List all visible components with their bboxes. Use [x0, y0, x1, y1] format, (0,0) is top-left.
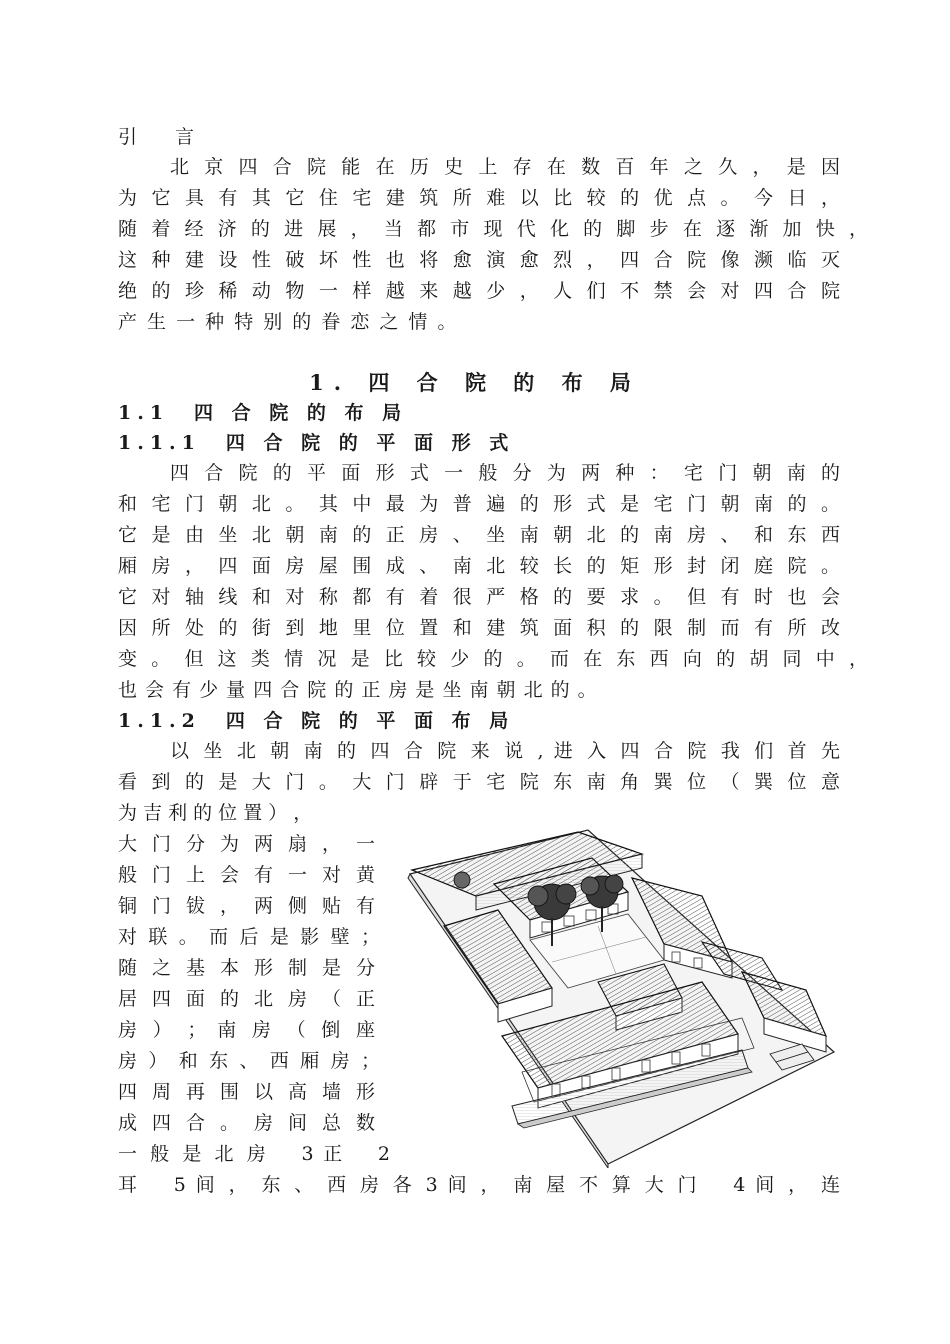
para-1-1-1-line-5: 它 对 轴 线 和 对 称 都 有 着 很 严 格 的 要 求 。 但 有 时 也 会 [118, 586, 840, 608]
narrow-line-6: 居 四 面 的 北 房 （ 正 [118, 988, 375, 1010]
intro-line-5: 绝 的 珍 稀 动 物 一 样 越 来 越 少 ， 人 们 不 禁 会 对 四 合 院 [118, 280, 840, 302]
intro-heading: 引 言 [118, 126, 195, 148]
para-1-1-2-line-3: 为 吉 利 的 位 置 ） ， [118, 802, 313, 824]
para-1-1-1-line-2: 和 宅 门 朝 北 。 其 中 最 为 普 遍 的 形 式 是 宅 门 朝 南 的 。 [118, 493, 840, 515]
narrow-line-9: 四 周 再 围 以 高 墙 形 [118, 1081, 375, 1103]
para-1-1-1-line-7: 变 。 但 这 类 情 况 是 比 较 少 的 。 而 在 东 西 向 的 胡 同 中 ， [118, 648, 868, 670]
narrow-line-4: 对 联 。 而 后 是 影 壁 ； [118, 926, 380, 948]
section-1-1-2-heading: 1.1.2 四 合 院 的 平 面 布 局 [118, 710, 515, 732]
siheyuan-illustration [402, 822, 842, 1168]
narrow-line-11: 一 般 是 北 房 3 正 2 [118, 1143, 390, 1165]
para-1-1-1-line-6: 因 所 处 的 街 到 地 里 位 置 和 建 筑 面 积 的 限 制 而 有 所 改 [118, 617, 840, 639]
narrow-line-2: 般 门 上 会 有 一 对 黄 [118, 864, 375, 886]
narrow-line-7: 房 ） ； 南 房 （ 倒 座 [118, 1019, 375, 1041]
para-1-1-2-line-1: 以 坐 北 朝 南 的 四 合 院 来 说 , 进 入 四 合 院 我 们 首 先 [170, 740, 840, 762]
intro-line-2: 为 它 具 有 其 它 住 宅 建 筑 所 难 以 比 较 的 优 点 。 今 日 ， [118, 187, 840, 209]
narrow-line-3: 铜 门 钹 ， 两 侧 贴 有 [118, 895, 375, 917]
intro-line-6: 产 生 一 种 特 别 的 眷 恋 之 情 。 [118, 311, 459, 333]
narrow-line-5: 随 之 基 本 形 制 是 分 [118, 957, 375, 979]
intro-line-1: 北 京 四 合 院 能 在 历 史 上 存 在 数 百 年 之 久 ， 是 因 [170, 156, 840, 178]
para-1-1-1-line-1: 四 合 院 的 平 面 形 式 一 般 分 为 两 种 ： 宅 门 朝 南 的 [170, 462, 840, 484]
section-1-1-heading: 1.1 四 合 院 的 布 局 [118, 402, 408, 424]
intro-line-3: 随 着 经 济 的 进 展 ， 当 都 市 现 代 化 的 脚 步 在 逐 渐 加 快 ， [118, 218, 868, 240]
para-1-1-2-line-2: 看 到 的 是 大 门 。 大 门 辟 于 宅 院 东 南 角 巽 位 （ 巽 位 意 [118, 771, 840, 793]
para-1-1-2-last-line: 耳 5 间 ， 东 、 西 房 各 3 间 ， 南 屋 不 算 大 门 4 间 ， 连 [118, 1174, 840, 1196]
para-1-1-1-line-3: 它 是 由 坐 北 朝 南 的 正 房 、 坐 南 朝 北 的 南 房 、 和 东 西 [118, 524, 840, 546]
para-1-1-1-line-4: 厢 房 ， 四 面 房 屋 围 成 、 南 北 较 长 的 矩 形 封 闭 庭 院 。 [118, 555, 840, 577]
intro-line-4: 这 种 建 设 性 破 坏 性 也 将 愈 演 愈 烈 ， 四 合 院 像 濒 临 灭 [118, 249, 840, 271]
para-1-1-1-line-8: 也 会 有 少 量 四 合 院 的 正 房 是 坐 南 朝 北 的 。 [118, 679, 598, 701]
narrow-line-1: 大 门 分 为 两 扇 ， 一 [118, 833, 375, 855]
chapter-title: 1. 四 合 院 的 布 局 [309, 370, 641, 395]
narrow-line-8: 房 ） 和 东 、 西 厢 房 ； [118, 1050, 380, 1072]
section-1-1-1-heading: 1.1.1 四 合 院 的 平 面 形 式 [118, 432, 515, 454]
narrow-line-10: 成 四 合 。 房 间 总 数 [118, 1112, 375, 1134]
